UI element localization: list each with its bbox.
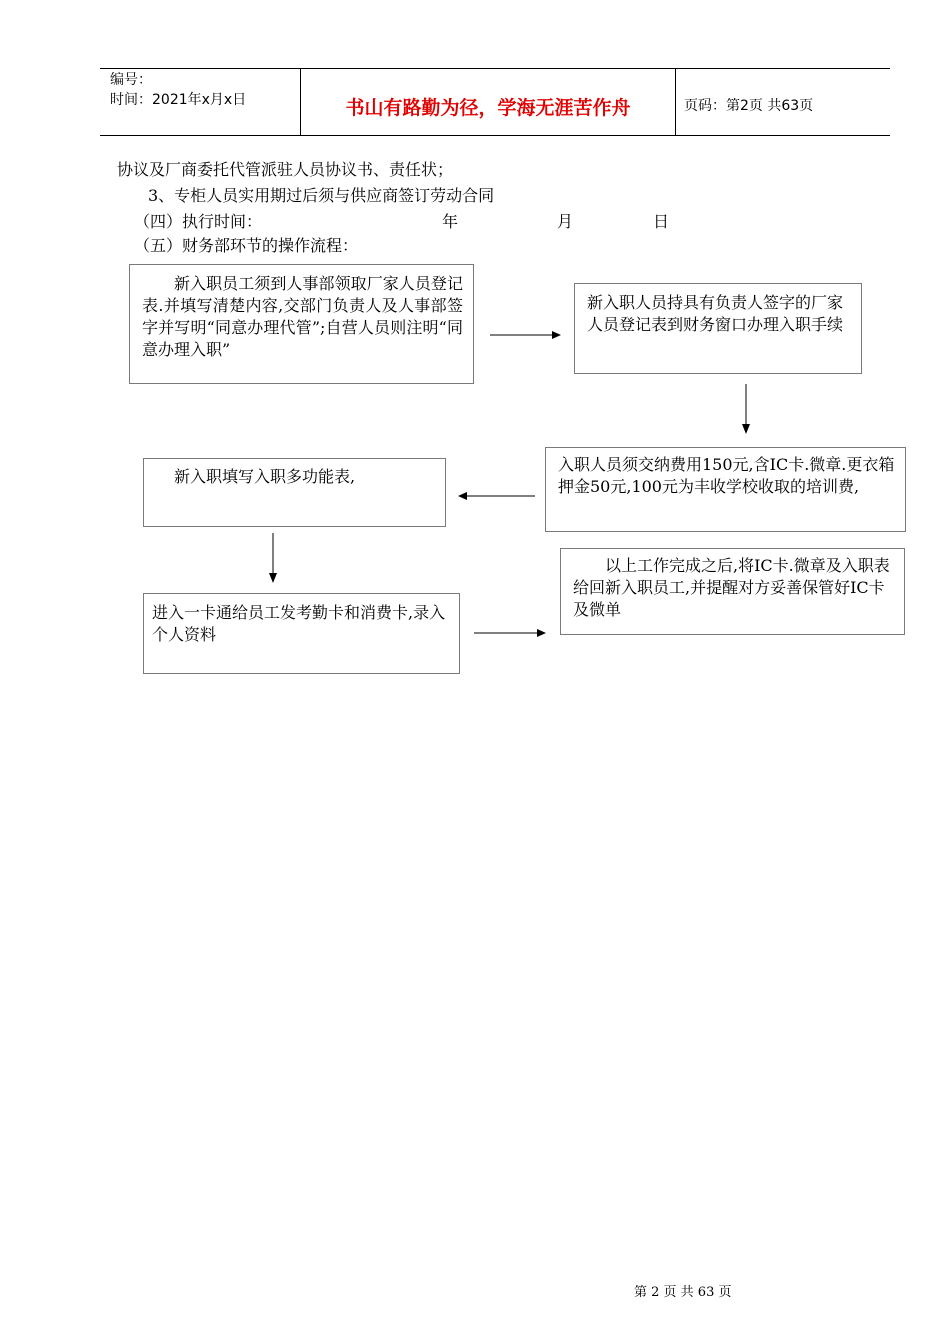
- year-label: 年: [442, 212, 459, 231]
- arrow-left-1: [458, 492, 535, 500]
- flow-box-return-card-text: 以上工作完成之后,将IC卡.微章及入职表给回新入职员工,并提醒对方妥善保管好IC卡及微单: [573, 556, 890, 619]
- arrow-down-1: [742, 384, 750, 434]
- flow-box-card-system-text: 进入一卡通给员工发考勤卡和消费卡,录入个人资料: [152, 603, 446, 644]
- page-footer: 第 2 页 共 63 页: [634, 1285, 732, 1300]
- number-label: 编号：: [110, 72, 152, 88]
- body-line-2: 3、专柜人员实用期过后须与供应商签订劳动合同: [148, 186, 495, 205]
- motto-text: 书山有路勤为径，学海无涯苦作舟: [345, 97, 631, 119]
- body-line-4: （五）财务部环节的操作流程：: [134, 236, 359, 255]
- arrow-right-2: [474, 629, 546, 637]
- day-label: 日: [653, 212, 670, 231]
- body-line-1: 协议及厂商委托代管派驻人员协议书、责任状；: [117, 160, 454, 179]
- time-label: 时间：2021年x月x日: [110, 92, 247, 108]
- arrow-right-1: [490, 331, 561, 339]
- flow-box-pay-fee-text: 入职人员须交纳费用150元,含IC卡.微章.更衣箱押金50元,100元为丰收学校收取的培训费,: [558, 455, 895, 496]
- month-label: 月: [557, 212, 574, 231]
- flow-box-finance-window-text: 新入职人员持具有负责人签字的厂家人员登记表到财务窗口办理入职手续: [587, 293, 844, 334]
- flow-box-fill-form-text: 新入职填写入职多功能表,: [174, 467, 356, 486]
- arrow-down-2: [269, 533, 277, 583]
- page-info: 页码：第2页 共63页: [684, 98, 814, 114]
- body-line-3-label: （四）执行时间：: [134, 212, 263, 231]
- flow-box-get-form-text: 新入职员工须到人事部领取厂家人员登记表.并填写清楚内容,交部门负责人及人事部签字并写明“同意办理代管”;自营人员则注明“同意办理入职”: [142, 274, 463, 359]
